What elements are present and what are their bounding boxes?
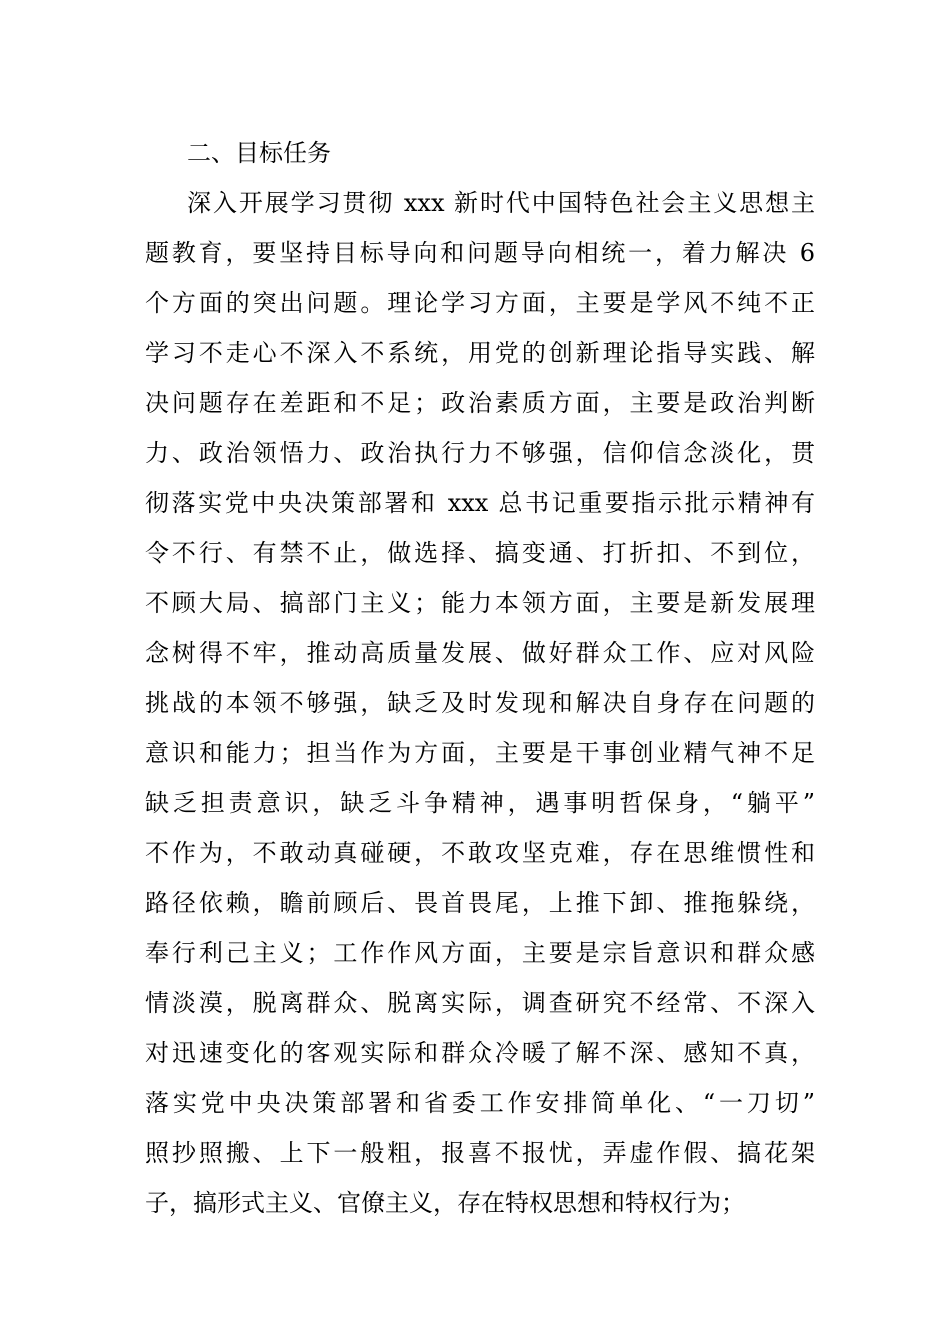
paragraph-line: 学习不走心不深入不系统，用党的创新理论指导实践、解 [145,339,815,367]
paragraph-line: 情淡漠，脱离群众、脱离实际，调查研究不经常、不深入 [145,989,815,1017]
paragraph-line: 令不行、有禁不止，做选择、搞变通、打折扣、不到位， [145,539,815,567]
paragraph-line: 决问题存在差距和不足；政治素质方面，主要是政治判断 [145,389,815,417]
paragraph-line: 对迅速变化的客观实际和群众冷暖了解不深、感知不真， [145,1039,815,1067]
paragraph-line: 意识和能力；担当作为方面，主要是干事创业精气神不足 [145,739,815,767]
paragraph-line: 力、政治领悟力、政治执行力不够强，信仰信念淡化，贯 [145,439,815,467]
paragraph-line: 题教育，要坚持目标导向和问题导向相统一，着力解决 6 [145,239,815,267]
paragraph-line: 念树得不牢，推动高质量发展、做好群众工作、应对风险 [145,639,815,667]
paragraph-line: 子，搞形式主义、官僚主义，存在特权思想和特权行为； [145,1189,745,1217]
paragraph-line: 深入开展学习贯彻 xxx 新时代中国特色社会主义思想主 [187,189,815,217]
paragraph-line: 照抄照搬、上下一般粗，报喜不报忧，弄虚作假、搞花架 [145,1139,815,1167]
paragraph-line: 落实党中央决策部署和省委工作安排简单化、“一刀切” [145,1089,815,1117]
paragraph-line: 不作为，不敢动真碰硬，不敢攻坚克难，存在思维惯性和 [145,839,815,867]
section-heading: 二、目标任务 [187,139,331,167]
paragraph-line: 个方面的突出问题。理论学习方面，主要是学风不纯不正 [145,289,815,317]
paragraph-line: 缺乏担责意识，缺乏斗争精神，遇事明哲保身，“躺平” [145,789,815,817]
paragraph-line: 挑战的本领不够强，缺乏及时发现和解决自身存在问题的 [145,689,815,717]
paragraph-line: 路径依赖，瞻前顾后、畏首畏尾，上推下卸、推拖躲绕， [145,889,815,917]
paragraph-line: 不顾大局、搞部门主义；能力本领方面，主要是新发展理 [145,589,815,617]
paragraph-line: 奉行利己主义；工作作风方面，主要是宗旨意识和群众感 [145,939,815,967]
paragraph-line: 彻落实党中央决策部署和 xxx 总书记重要指示批示精神有 [145,489,815,517]
